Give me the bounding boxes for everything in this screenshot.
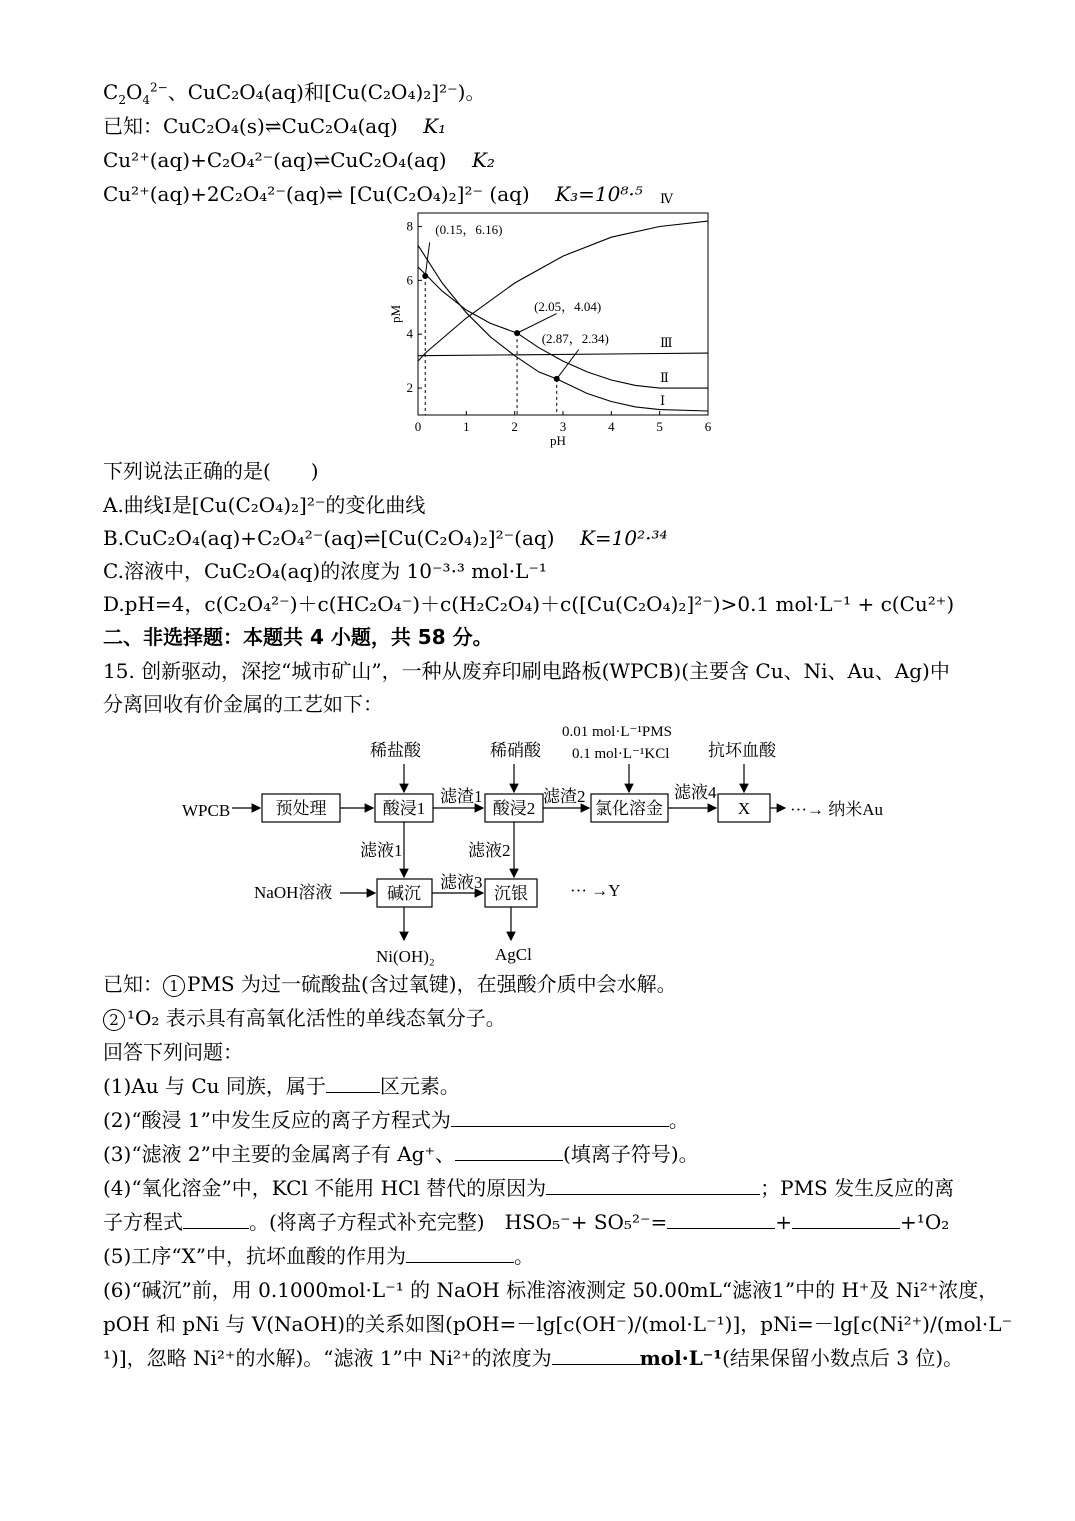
section-heading: 二、非选择题：本题共 4 小题，共 58 分。 xyxy=(103,625,493,649)
wpcb-label: WPCB xyxy=(182,801,231,820)
annotation-label: (0.15，6.16) xyxy=(435,222,503,238)
q15-4a xyxy=(103,1174,954,1202)
x-text: X xyxy=(737,799,751,818)
answer-prompt: 回答下列问题： xyxy=(103,1040,243,1064)
q15-3-tail: (填离子符号)。 xyxy=(563,1142,699,1166)
k1-label: K₁ xyxy=(423,114,447,138)
q15-4-blank-1[interactable] xyxy=(546,1174,760,1195)
x-tick-label: 0 xyxy=(414,419,422,434)
filtrate3-label: 滤液3 xyxy=(440,873,483,892)
y-tick-label: 6 xyxy=(406,272,413,288)
acid1-text: 酸浸1 xyxy=(382,799,426,818)
pretreat-text: 预处理 xyxy=(275,799,327,818)
naoh-label: NaOH溶液 xyxy=(254,883,333,902)
silver-ppt-text: 沉银 xyxy=(494,884,528,903)
q15-4-text-2: 子方程式 xyxy=(103,1210,183,1234)
q15-3-blank[interactable] xyxy=(455,1140,563,1161)
known-label-2: 已知： xyxy=(103,972,163,996)
equilibrium-1: CuC₂O₄(s)⇌CuC₂O₄(aq) xyxy=(163,114,398,138)
series-label: Ⅱ xyxy=(660,370,669,386)
q15-5-tail: 。 xyxy=(514,1244,535,1268)
y-output: ··· →Y xyxy=(570,881,621,900)
q15-4-equation: 。(将离子方程式补充完整) HSO₅⁻+ SO₅²⁻= xyxy=(249,1210,668,1234)
series-label: Ⅰ xyxy=(660,392,666,408)
annotation-arrow xyxy=(425,242,429,276)
q15-2-blank[interactable] xyxy=(451,1106,669,1127)
acid2-text: 酸浸2 xyxy=(492,799,536,818)
series-label: Ⅳ xyxy=(660,191,673,207)
x-tick-label: 4 xyxy=(608,419,615,434)
q15-6-line1: (6)“碱沉”前，用 0.1000mol·L⁻¹ 的 NaOH 标准溶液测定 50.00mL“滤液1”中的 H⁺及 Ni²⁺浓度， xyxy=(103,1278,999,1302)
known-eq3-line xyxy=(103,180,643,208)
y-tick-label: 4 xyxy=(406,326,413,342)
y-tick-label: 8 xyxy=(406,218,413,234)
option-b-line xyxy=(103,524,668,552)
species-line: $C_2O_4^{2-}$、CuC₂O₄(aq)和[Cu(C₂O₄)₂]²⁻)。 xyxy=(103,80,486,107)
hcl-label: 稀盐酸 xyxy=(370,741,421,760)
known-fact-1: PMS 为过一硫酸盐(含过氧键)，在强酸介质中会水解。 xyxy=(187,972,677,996)
q15-5-blank[interactable] xyxy=(406,1242,514,1263)
q15-4-mid: ；PMS 发生反应的离 xyxy=(760,1176,955,1200)
q15-6-line3 xyxy=(103,1344,963,1372)
hno3-label: 稀硝酸 xyxy=(490,741,541,760)
annotation-label: (2.87，2.34) xyxy=(541,330,609,346)
ascorbic-label: 抗坏血酸 xyxy=(708,741,776,760)
k2-label: K₂ xyxy=(471,148,495,172)
x-tick-label: 6 xyxy=(704,419,712,434)
annotation-label: (2.05，4.04) xyxy=(534,299,602,315)
equilibrium-2: Cu²⁺(aq)+C₂O₄²⁻(aq)⇌CuC₂O₄(aq) xyxy=(103,148,447,172)
known-fact-2: ¹O₂ 表示具有高氧化活性的单线态氧分子。 xyxy=(127,1006,506,1030)
q15-3 xyxy=(103,1140,699,1168)
known-eq2-line xyxy=(103,146,495,174)
q15-1 xyxy=(103,1072,460,1100)
alkali-ppt-text: 碱沉 xyxy=(387,884,421,903)
series-line-Ⅰ xyxy=(418,245,708,411)
q15-6-tail: (结果保留小数点后 3 位)。 xyxy=(722,1346,964,1370)
q15-1-tail: 区元素。 xyxy=(379,1074,460,1098)
q15-4-plus: + xyxy=(775,1210,793,1234)
q15-1-blank[interactable] xyxy=(326,1072,380,1093)
y-axis-label: pM xyxy=(388,304,403,324)
q15-4b xyxy=(103,1208,949,1236)
q14-stem: 下列说法正确的是( ) xyxy=(103,459,319,483)
residue1-label: 滤渣1 xyxy=(440,787,483,806)
q15-6-line2: pOH 和 pNi 与 V(NaOH)的关系如图(pOH=－lg[c(OH⁻)/(mol·L⁻¹)]，pNi=－lg[c(Ni²⁺)/(mol·L⁻ xyxy=(103,1312,1013,1336)
q15-5 xyxy=(103,1242,534,1270)
option-c: C.溶液中，CuC₂O₄(aq)的浓度为 10⁻³·³ mol·L⁻¹ xyxy=(103,559,547,583)
circled-number-2: 2 xyxy=(103,1009,125,1031)
option-d: D.pH=4，c(C₂O₄²⁻)＋c(HC₂O₄⁻)＋c(H₂C₂O₄)＋c([Cu(C₂O₄)₂]²⁻)>0.1 mol·L⁻¹ + c(Cu²⁺) xyxy=(103,592,955,616)
y-tick-label: 2 xyxy=(406,380,413,396)
q15-3-text: (3)“滤液 2”中主要的金属离子有 Ag⁺、 xyxy=(103,1142,456,1166)
residue2-label: 滤渣2 xyxy=(543,787,586,806)
filtrate2-label: 滤液2 xyxy=(468,841,511,860)
pms-label: 0.01 mol·L⁻¹PMS xyxy=(562,724,672,740)
q15-2-tail: 。 xyxy=(668,1108,689,1132)
annotation-point xyxy=(514,330,520,336)
q15-intro-2: 分离回收有价金属的工艺如下： xyxy=(103,692,383,716)
q15-1-text: (1)Au 与 Cu 同族，属于 xyxy=(103,1074,326,1098)
k3-label: K₃=10⁸·⁵ xyxy=(555,182,643,206)
known-fact-1-line xyxy=(103,970,677,998)
option-b: B.CuC₂O₄(aq)+C₂O₄²⁻(aq)⇌[Cu(C₂O₄)₂]²⁻(aq) xyxy=(103,526,555,550)
x-tick-label: 5 xyxy=(656,419,663,434)
filtrate1-label: 滤液1 xyxy=(360,841,403,860)
q15-6-unit: mol·L⁻¹ xyxy=(639,1346,723,1370)
q15-5-text: (5)工序“X”中，抗坏血酸的作用为 xyxy=(103,1244,407,1268)
nano-au-output: ···→ 纳米Au xyxy=(790,800,884,819)
known-label: 已知： xyxy=(103,114,163,138)
chlorination-text: 氯化溶金 xyxy=(595,799,663,818)
q15-4-blank-4[interactable] xyxy=(792,1208,900,1229)
known-fact-2-line xyxy=(103,1004,506,1032)
q15-4-blank-3[interactable] xyxy=(667,1208,775,1229)
species-line-tail: 、CuC₂O₄(aq)和[Cu(C₂O₄)₂]²⁻)。 xyxy=(167,80,486,104)
x-axis-label: pH xyxy=(550,433,566,448)
chart-layer xyxy=(388,191,712,448)
q15-intro-1: 15. 创新驱动，深挖“城市矿山”，一种从废弃印刷电路板(WPCB)(主要含 Cu、Ni、Au、Ag)中 xyxy=(103,659,950,683)
q15-4-blank-2[interactable] xyxy=(183,1208,249,1229)
equilibrium-3: Cu²⁺(aq)+2C₂O₄²⁻(aq)⇌ [Cu(C₂O₄)₂]²⁻ (aq) xyxy=(103,182,530,206)
x-tick-label: 3 xyxy=(559,419,567,434)
agcl-label: AgCl xyxy=(495,945,532,964)
q15-6-blank[interactable] xyxy=(552,1344,640,1365)
q15-4-o2: +¹O₂ xyxy=(900,1210,950,1234)
x-tick-label: 2 xyxy=(511,419,518,434)
q15-2-text: (2)“酸浸 1”中发生反应的离子方程式为 xyxy=(103,1108,451,1132)
option-a: A.曲线Ⅰ是[Cu(C₂O₄)₂]²⁻的变化曲线 xyxy=(103,493,426,517)
kcl-label: 0.1 mol·L⁻¹KCl xyxy=(572,746,670,762)
q15-2 xyxy=(103,1106,689,1134)
circled-number-1: 1 xyxy=(163,975,185,997)
process-flowchart xyxy=(170,718,930,968)
known-eq1-line xyxy=(103,112,446,140)
option-b-k: K=10²·³⁴ xyxy=(579,526,668,550)
filtrate4-label: 滤液4 xyxy=(674,783,717,802)
q15-4-text: (4)“氧化溶金”中，KCl 不能用 HCl 替代的原因为 xyxy=(103,1176,547,1200)
nioh2-label: Ni(OH)₂ xyxy=(376,947,435,966)
series-label: Ⅲ xyxy=(660,335,673,351)
series-line-Ⅲ xyxy=(418,353,708,356)
q15-6-text: ¹)]，忽略 Ni²⁺的水解)。“滤液 1”中 Ni²⁺的浓度为 xyxy=(103,1346,552,1370)
x-tick-label: 1 xyxy=(463,419,470,434)
